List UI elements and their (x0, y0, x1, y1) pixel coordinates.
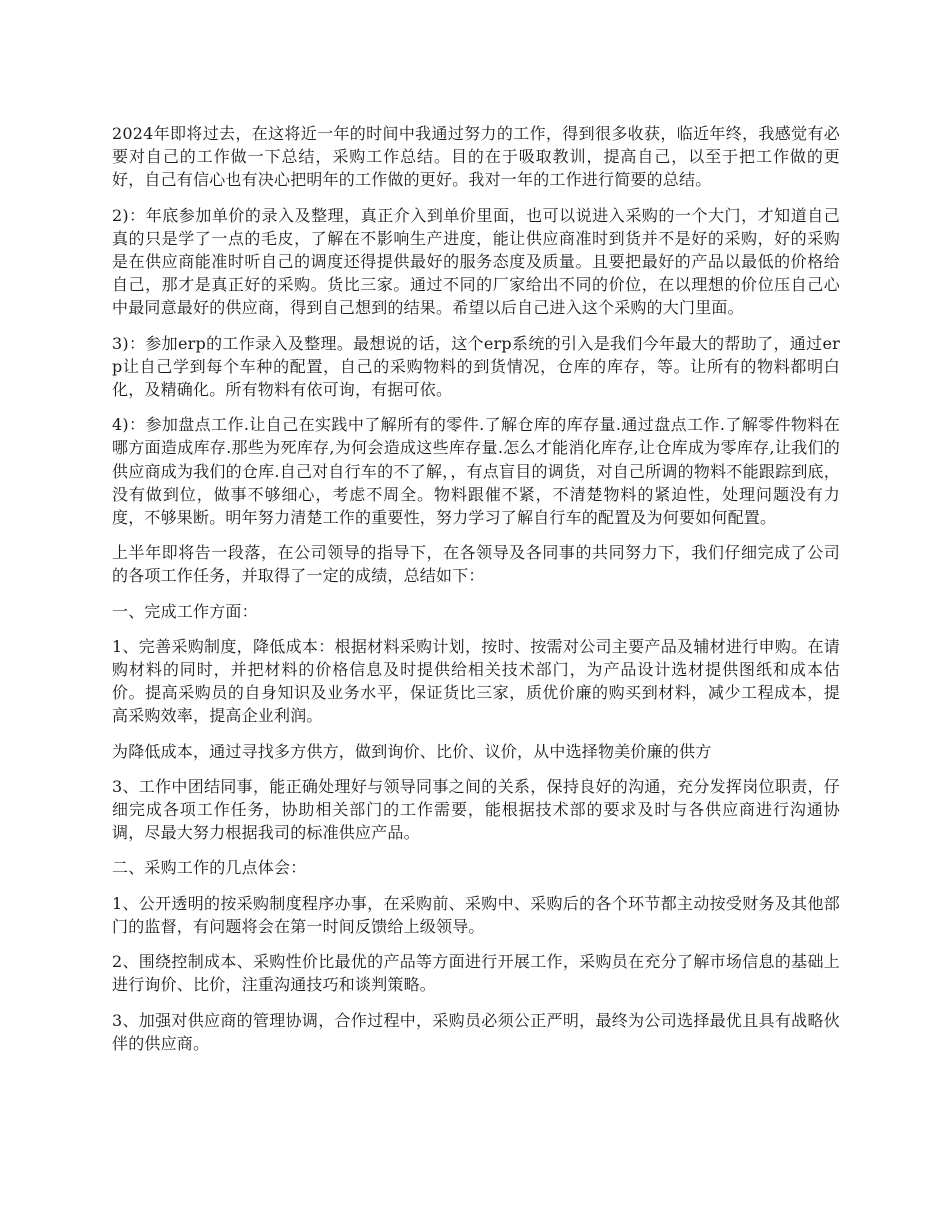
item-3-paragraph: 3)：参加erp的工作录入及整理。最想说的话，这个erp系统的引入是我们今年最大的帮助了，通过erp让自己学到每个车种的配置，自己的采购物料的到货情况，仓库的库存，等。让所有的物料都明白化，及精确化。所有物料有依可询，有据可依。 (112, 333, 840, 400)
work-item-1-paragraph: 1、完善采购制度，降低成本：根据材料采购计划，按时、按需对公司主要产品及辅材进行申购。在请购材料的同时，并把材料的价格信息及时提供给相关技术部门，为产品设计选材提供图纸和成本估价。提高采购员的自身知识及业务水平，保证货比三家，质优价廉的购买到材料，减少工程成本，提高采购效率，提高企业利润。 (112, 636, 840, 726)
experience-item-1-paragraph: 1、公开透明的按采购制度程序办事，在采购前、采购中、采购后的各个环节都主动按受财务及其他部门的监督，有问题将会在第一时间反馈给上级领导。 (112, 893, 840, 936)
item-4-paragraph: 4)：参加盘点工作.让自己在实践中了解所有的零件.了解仓库的库存量.通过盘点工作.了解零件物料在哪方面造成库存.那些为死库存,为何会造成这些库存量.怎么才能消化库存,让仓库成为零库存,让我们的供应商成为我们的仓库.自己对自行车的不了解，，有点盲目的调货，对自己所调的物料不能跟踪到底，没有做到位，做事不够细心，考虑不周全。物料跟催不紧，不清楚物料的紧迫性，处理问题没有力度，不够果断。明年努力清楚工作的重要性，努力学习了解自行车的配置及为何要如何配置。 (112, 415, 840, 528)
experience-item-2-paragraph: 2、围绕控制成本、采购性价比最优的产品等方面进行开展工作，采购员在充分了解市场信息的基础上进行询价、比价，注重沟通技巧和谈判策略。 (112, 952, 840, 995)
section-heading-experience: 二、采购工作的几点体会： (112, 858, 307, 878)
half-year-summary-paragraph: 上半年即将告一段落，在公司领导的指导下，在各领导及各同事的共同努力下，我们仔细完成了公司的各项工作任务，并取得了一定的成绩，总结如下： (112, 543, 840, 586)
intro-paragraph: 2024年即将过去，在这将近一年的时间中我通过努力的工作，得到很多收获，临近年终，我感觉有必要对自己的工作做一下总结，采购工作总结。目的在于吸取教训，提高自己，以至于把工作做的更好，自己有信心也有决心把明年的工作做的更好。我对一年的工作进行简要的总结。 (112, 124, 840, 190)
document-body (112, 122, 840, 1067)
section-heading-work-completed: 一、完成工作方面： (112, 601, 258, 621)
cost-reduction-paragraph: 为降低成本，通过寻找多方供方，做到询价、比价、议价，从中选择物美价廉的供方 (112, 741, 712, 761)
item-2-paragraph: 2)：年底参加单价的录入及整理，真正介入到单价里面，也可以说进入采购的一个大门，才知道自己真的只是学了一点的毛皮，了解在不影响生产进度，能让供应商准时到货并不是好的采购，好的采购是在供应商能准时听自己的调度还得提供最好的服务态度及质量。且要把最好的产品以最低的价格给自己，那才是真正好的采购。货比三家。通过不同的厂家给出不同的价位，在以理想的价位压自己心中最同意最好的供应商，得到自己想到的结果。希望以后自己进入这个采购的大门里面。 (112, 205, 840, 318)
experience-item-3-paragraph: 3、加强对供应商的管理协调，合作过程中，采购员必须公正严明，最终为公司选择最优且具有战略伙伴的供应商。 (112, 1010, 840, 1053)
work-item-3-paragraph: 3、工作中团结同事，能正确处理好与领导同事之间的关系，保持良好的沟通，充分发挥岗位职责，仔细完成各项工作任务，协助相关部门的工作需要，能根据技术部的要求及时与各供应商进行沟通协调，尽最大努力根据我司的标准供应产品。 (112, 776, 840, 843)
